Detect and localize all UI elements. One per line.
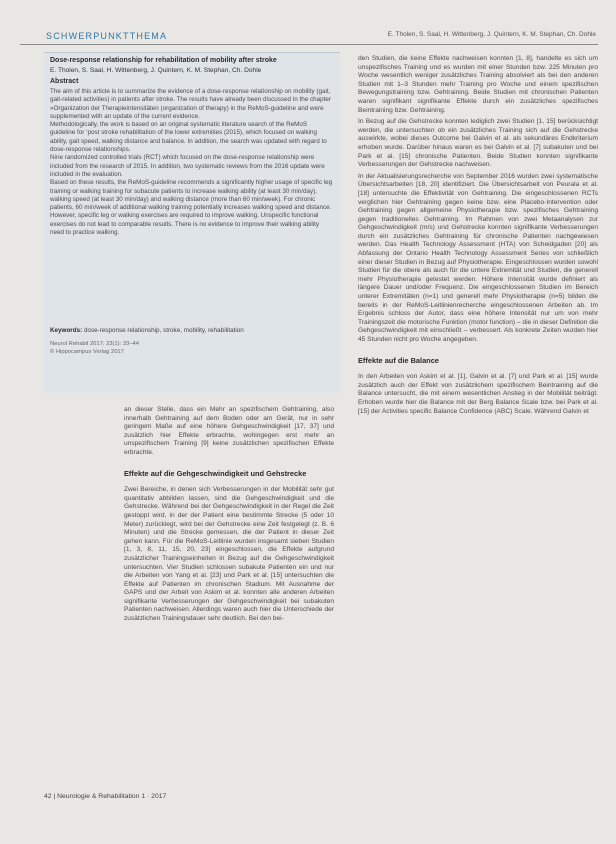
abstract-text xyxy=(50,88,334,237)
body-paragraph: In Bezug auf die Gehstrecke konnten lediglich zwei Studien [1, 15] berücksichtigt werden, die untersuchten ob ein zusätzliches Training sich auf die Gehstrecke auswirkte, wobei dieses Outcome bei Galvin et al. als sekundäres Endkriterium erhoben wurde. Darüber hinaus waren es bei Galvin et al. [7] subakuten und bei Park et al. [15] chronische Patienten. Beide Studien konnten signifikante Verbesserungen der Gehstrecke nachweisen. xyxy=(358,118,598,169)
abstract-paragraph: Based on these results, the ReMoS-guideline recommends a significantly higher usage of specific leg training or walking training for subacute patients to increase walking ability (at least 30 min/day), walking speed (at least 30 min/day) and walking distance (more than 60 min/week). For chronic patients, 60 min/week of additional walking training potentially increases walking speed and distance. However, specific leg or walking exercises are required to improve walking. Unspecific functional exercises do not lead to comparable results. There is no evidence to improve their walking ability need to practice walking. xyxy=(50,179,333,237)
section-heading: Effekte auf die Balance xyxy=(358,355,439,365)
citation: Neurol Rehabil 2017; 23(1): 33–44 xyxy=(50,341,139,347)
right-column xyxy=(358,55,598,419)
header-rule xyxy=(20,44,598,45)
abstract-authors: E. Tholen, S. Saal, H. Wittenberg, J. Quintern, K. M. Stephan, Ch. Dohle xyxy=(50,67,262,74)
header-authors: E. Tholen, S. Saal, H. Wittenberg, J. Quintern, K. M. Stephan, Ch. Dohle xyxy=(387,31,596,38)
body-paragraph: In der Aktualisierungsrecherche von September 2016 wurden zwei systematische Übersichtsarbeiten [18, 20] identifiziert. Die Übersichtsarbeit von Peurala et al. [18] untersuchte die Effektivität von Gehtraining. Die eingeschlossenen RCTs verglichen hier Gehtraining gegen keine bzw. eine Placebo-Intervention oder Gehtraining gegen allgemeine Physiotherapie bzw. spezifisches Gehtraining gegen traditionelles Gehtraining. Im Rahmen von zwei Metaanalysen zur Gehgeschwindigkeit (m/s) und Gehstrecke konnten signifikante Verbesserungen durch ein zusätzliches Gehtraining für chronische Patienten nachgewiesen werden. Das Health Technology Assessment (HTA) von Scheidgaden [20] als Abfassung der Ontario Health Technology Assessment Series von schließlich einer dieser Studien in Bezug auf Physiotherapie. Eingeschlossen wurden sowohl Studien für die obere als auch für die untere Extremität und Studien, die generell mehr Physiotherapie getestet werden. Höhere Intensität wurde definiert als längere Dauer und/oder Frequenz. Die eingeschlossenen Studien im Bereich unterer Extremitäten (n=1) und generell mehr Physiotherapie (n=5) bilden die bereits in der ReMoS-Leitlinienrecherche eingeschlossenen Arbeiten ab. Im Ergebnis schloss der Autor, dass eine höhere Intensität nur um von mehr Trainingszeit die motorische Funktion (motor function) – die in dieser Definition die Gehgeschwindigkeit mit einschließt – verbessert. Als konkrete Zeiten wurden hier 45 Stunden nicht pro Woche angegeben. xyxy=(358,172,598,343)
body-paragraph: Zwei Bereiche, in denen sich Verbesserungen in der Mobilität sehr gut quantitativ abbilden lassen, sind die Gehgeschwindigkeit und die Gehstrecke. Während bei der Gehgeschwindigkeit in der Regel die Zeit gestoppt wird, in der der Patient eine bestimmte Strecke (5 oder 10 Meter) zurücklegt, wird bei der Gehstrecke eine Zeit festgelegt (z. B. 6 Minuten) und die Strecke gemessen, die der Patient in dieser Zeit gehen kann. Für die ReMoS-Leitlinie wurden insgesamt sieben Studien [1, 3, 8, 11, 15, 20, 23] eingeschlossen, die Effekte aufgrund zusätzlicher Trainingseinheiten in Bezug auf die Gehgeschwindigkeit untersuchten. Vier Studien schlossen subakute Patienten ein und nur die Arbeiten von Yang et al. [23] und Park et al. [15] untersuchten die Effekte auf Patienten im chronischen Stadium. Mit Ausnahme der GAPS und der Arbeit von Askim et al. konnten alle anderen Arbeiten signifikante Verbesserungen der Gehgeschwindigkeit bei subakuten Patienten nachweisen. Allerdings waren auch hier die Unterschiede der zusätzlichen Trainingsdauer sehr deutlich. Bei den bei- xyxy=(124,486,334,623)
section-heading: Effekte auf die Gehgeschwindigkeit und Gehstrecke xyxy=(124,468,307,478)
body-paragraph: den Studien, die keine Effekte nachweisen konnten [1, 8], handelte es sich um unspezifisches Training und es wurden mit einer Stunden bzw. 225 Minuten pro Woche wesentlich weniger zusätzliches Training absolviert als bei den anderen Studien mit 1–3 Stunden mehr Training pro Woche und einem spezifischen Bewegungstraining bzw. Gehtraining. Beide Studien mit chronischen Patienten waren signifikant signifikante Effekte durch ein zusätzliches spezifisches Beintraining bzw. Gehtraining. xyxy=(358,55,598,114)
keywords-label: Keywords: xyxy=(50,327,83,334)
left-column xyxy=(124,406,334,632)
abstract-paragraph: The aim of this article is to summarize the evidence of a dose-response relationship on mobility (gait, gait-related activities) in patients after stroke. The results have already been discussed in the chapter »Organization der Therapieintensitäten (organization of therapy) in the ReMoS-guideline and were supplemented with an update of the current evidence. xyxy=(50,88,331,120)
abstract-paragraph: Nine randomized controlled trials (RCT) which focused on the dose-response relationship were included from the research of 2015. In addition, two systematic reviews from the 2016 update were included in the evaluation. xyxy=(50,154,325,178)
abstract-paragraph: Methodologically, the work is based on an original systematic literature search of the ReMoS guideline for ‘post stroke rehabilitation of the lower extremities (2015), which focused on walking ability, gait speed, walking distance and balance. In addition, the search was updated with regard to dose-response relationships. xyxy=(50,121,327,154)
intro-paragraph: an dieser Stelle, dass ein Mehr an spezifischem Gehtraining, also innerhalb Gehtraining auf dem Boden oder am Gerät, nur in sehr geringem Maße auf eine höhere Gehgeschwindigkeit [17, 37] und zusätzlich hier Effekte erbrachte, wohingegen erst mehr an unspezifischem Training [9] keine zusätzlichen spezifischen Effekte erbrachte. xyxy=(124,406,334,456)
copyright: © Hippocampus Verlag 2017 xyxy=(50,349,124,355)
keywords-text: dose-response relationship, stroke, mobility, rehabilitation xyxy=(83,327,244,334)
abstract-source xyxy=(50,340,334,356)
section-label: SCHWERPUNKTTHEMA xyxy=(46,31,168,41)
abstract-label: Abstract xyxy=(50,78,79,85)
abstract-title: Dose-response relationship for rehabilitation of mobility after stroke xyxy=(50,57,277,64)
body-paragraph: In den Arbeiten von Askim et al. [1], Galvin et al. [7] und Park et al. [15] wurde zusätzlich auch der Effekt von zusätzlichem spezifischem Beintraining auf die Balance untersucht, die mit einem wesentlichen Anstieg in der Mobilität beiträgt. Erhoben wurde hier die Balance mit der Berg Balance Scale bzw. bei Park et al. [15] der Activities specific Balance Confidence (ABC) Scale. Während Galvin et xyxy=(358,373,598,415)
abstract-keywords xyxy=(50,327,334,334)
page-footer: 42 | Neurologie & Rehabilitation 1 · 2017 xyxy=(44,793,167,800)
